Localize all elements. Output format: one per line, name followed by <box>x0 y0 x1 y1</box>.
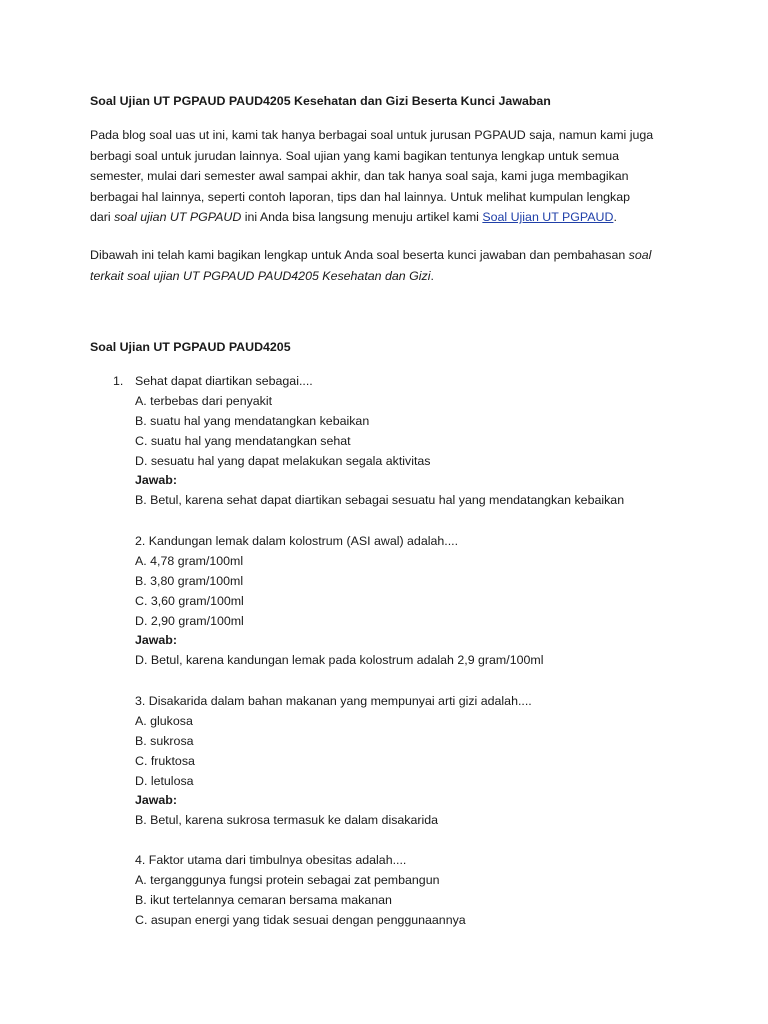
intro-line-5-italic: soal ujian UT PGPAUD <box>114 210 242 224</box>
intro2-line-1 <box>90 245 680 266</box>
intro2-line-2-post: . <box>430 268 434 283</box>
question-3-text: 3. Disakarida dalam bahan makanan yang mempunyai arti gizi adalah.... <box>135 694 532 708</box>
question-2-answer: D. Betul, karena kandungan lemak pada kolostrum adalah 2,9 gram/100ml <box>135 653 544 667</box>
intro2-line-2-italic: terkait soal ujian UT PGPAUD PAUD4205 Kesehatan dan Gizi <box>90 268 431 283</box>
question-3-answer: B. Betul, karena sukrosa termasuk ke dalam disakarida <box>135 813 439 827</box>
question-1-option-a: A. terbebas dari penyakit <box>135 394 273 408</box>
question-1-answer: B. Betul, karena sehat dapat diartikan sebagai sesuatu hal yang mendatangkan kebaikan <box>135 493 625 507</box>
question-2-text: 2. Kandungan lemak dalam kolostrum (ASI awal) adalah.... <box>135 534 459 548</box>
intro-line-4: berbagai hal lainnya, seperti contoh laporan, tips dan hal lainnya. Untuk melihat kumpulan lengkap <box>90 189 631 204</box>
question-4-option-c: C. asupan energi yang tidak sesuai dengan penggunaannya <box>135 913 466 927</box>
intro-line-5 <box>90 207 680 228</box>
intro-line-5-mid: ini Anda bisa langsung menuju artikel kami <box>241 210 483 224</box>
intro-paragraph <box>90 125 680 228</box>
intro-line-3: semester, mulai dari semester awal sampai akhir, dan tak hanya soal saja, kami juga membagikan <box>90 169 629 183</box>
soal-ujian-link[interactable]: Soal Ujian UT PGPAUD <box>482 210 614 224</box>
intro2-paragraph <box>90 245 680 286</box>
question-4-option-a: A. terganggunya fungsi protein sebagai zat pembangun <box>135 873 440 887</box>
question-3-answer-label: Jawab: <box>135 793 178 807</box>
question-3-option-c: C. fruktosa <box>135 754 195 768</box>
question-4-text: 4. Faktor utama dari timbulnya obesitas adalah.... <box>135 853 407 867</box>
intro2-line-1-pre: Dibawah ini telah kami bagikan lengkap untuk Anda soal beserta kunci jawaban dan pembahasan <box>90 248 629 262</box>
intro-line-1: Pada blog soal uas ut ini, kami tak hanya berbagai soal untuk jurusan PGPAUD saja, namun kami juga <box>90 128 654 142</box>
question-4-option-b: B. ikut tertelannya cemaran bersama makanan <box>135 893 392 907</box>
question-1-option-d: D. sesuatu hal yang dapat melakukan segala aktivitas <box>135 454 431 468</box>
question-1-option-c: C. suatu hal yang mendatangkan sehat <box>135 434 351 448</box>
intro-line-5-post: . <box>613 210 617 224</box>
question-2-option-d: D. 2,90 gram/100ml <box>135 614 244 628</box>
question-1-text: Sehat dapat diartikan sebagai.... <box>135 374 313 388</box>
question-3-option-a: A. glukosa <box>135 714 193 728</box>
question-1-option-b: B. suatu hal yang mendatangkan kebaikan <box>135 414 370 428</box>
question-2-answer-label: Jawab: <box>135 633 178 647</box>
intro-line-2: berbagi soal untuk jurudan lainnya. Soal ujian yang kami bagikan tentunya lengkap untuk semua <box>90 148 620 163</box>
document-title: Soal Ujian UT PGPAUD PAUD4205 Kesehatan dan Gizi Beserta Kunci Jawaban <box>90 94 551 108</box>
question-1-answer-label: Jawab: <box>135 473 178 487</box>
intro2-line-2 <box>90 266 680 287</box>
question-3-option-b: B. sukrosa <box>135 734 194 748</box>
section-title: Soal Ujian UT PGPAUD PAUD4205 <box>90 340 291 354</box>
intro2-line-1-italic: soal <box>628 248 652 262</box>
intro-line-5-pre: dari <box>90 210 115 224</box>
question-1-number: 1. <box>113 374 124 388</box>
question-2-option-c: C. 3,60 gram/100ml <box>135 594 244 608</box>
question-3-option-d: D. letulosa <box>135 774 194 788</box>
question-2-option-b: B. 3,80 gram/100ml <box>135 574 244 588</box>
question-2-option-a: A. 4,78 gram/100ml <box>135 554 244 568</box>
